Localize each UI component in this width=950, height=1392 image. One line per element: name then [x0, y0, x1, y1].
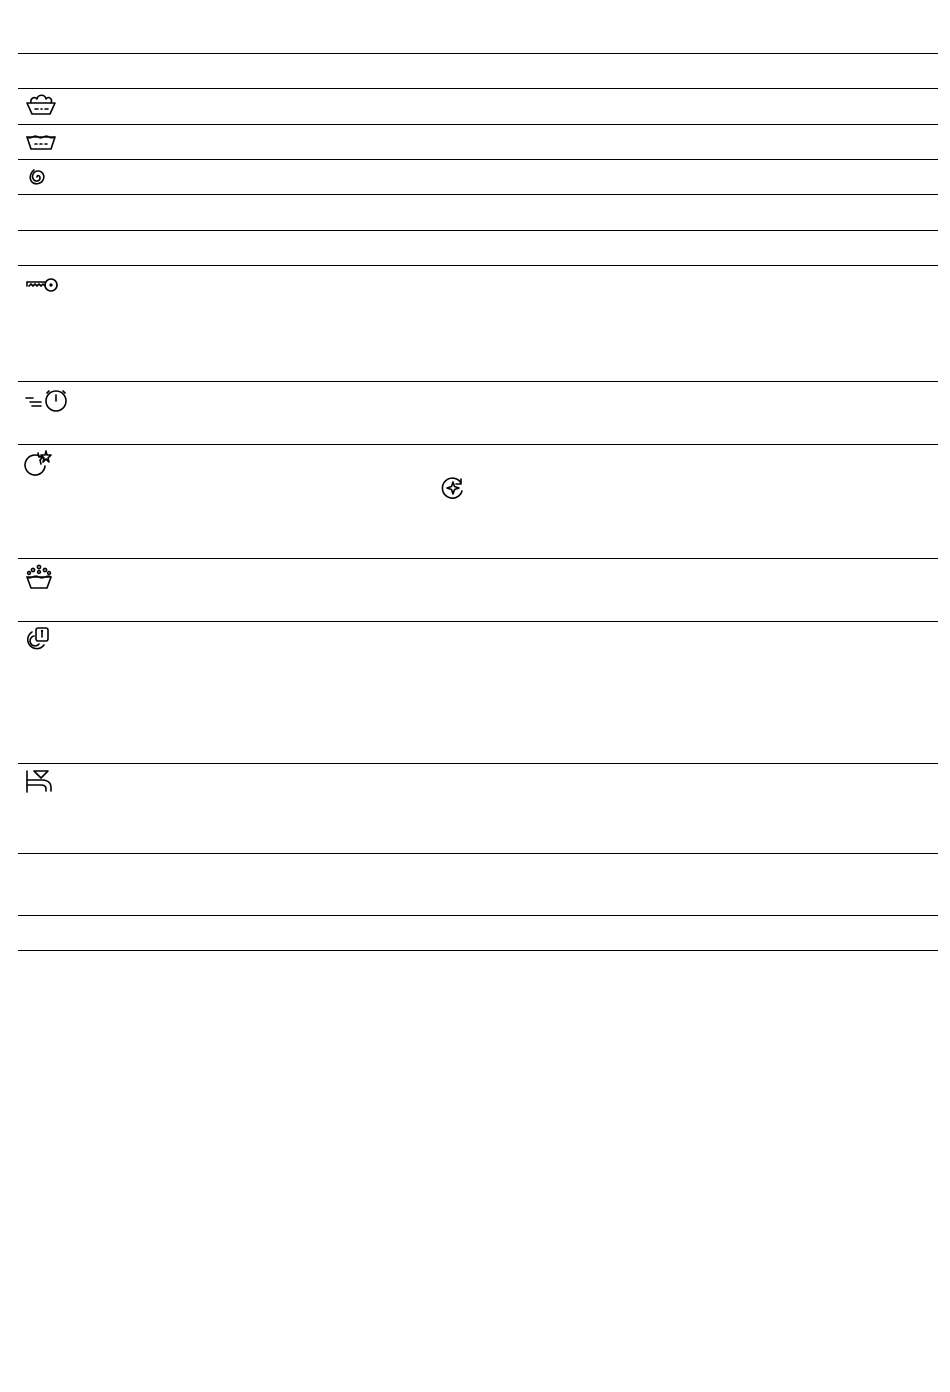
- child-lock-key-icon: [24, 276, 60, 294]
- table-rule: [18, 444, 938, 445]
- table-rule: [18, 124, 938, 125]
- spin-icon: [25, 165, 49, 189]
- table-rule: [18, 381, 938, 382]
- door-lock-icon: [24, 626, 52, 652]
- table-rule: [18, 950, 938, 951]
- speed-timer-icon: [24, 386, 70, 414]
- tap-water-icon: [24, 768, 56, 796]
- finish-in-star-icon: [439, 474, 467, 502]
- table-rule: [18, 265, 938, 266]
- wash-tub-icon: [24, 131, 58, 151]
- table-rule: [18, 621, 938, 622]
- extra-rinse-icon: [24, 564, 54, 590]
- finish-in-star-icon: [24, 449, 54, 477]
- table-rule: [18, 558, 938, 559]
- table-rule: [18, 763, 938, 764]
- table-rule: [18, 53, 938, 54]
- prewash-icon: [24, 93, 58, 117]
- table-rule: [18, 159, 938, 160]
- table-rule: [18, 853, 938, 854]
- table-rule: [18, 230, 938, 231]
- table-rule: [18, 194, 938, 195]
- table-rule: [18, 915, 938, 916]
- table-rule: [18, 88, 938, 89]
